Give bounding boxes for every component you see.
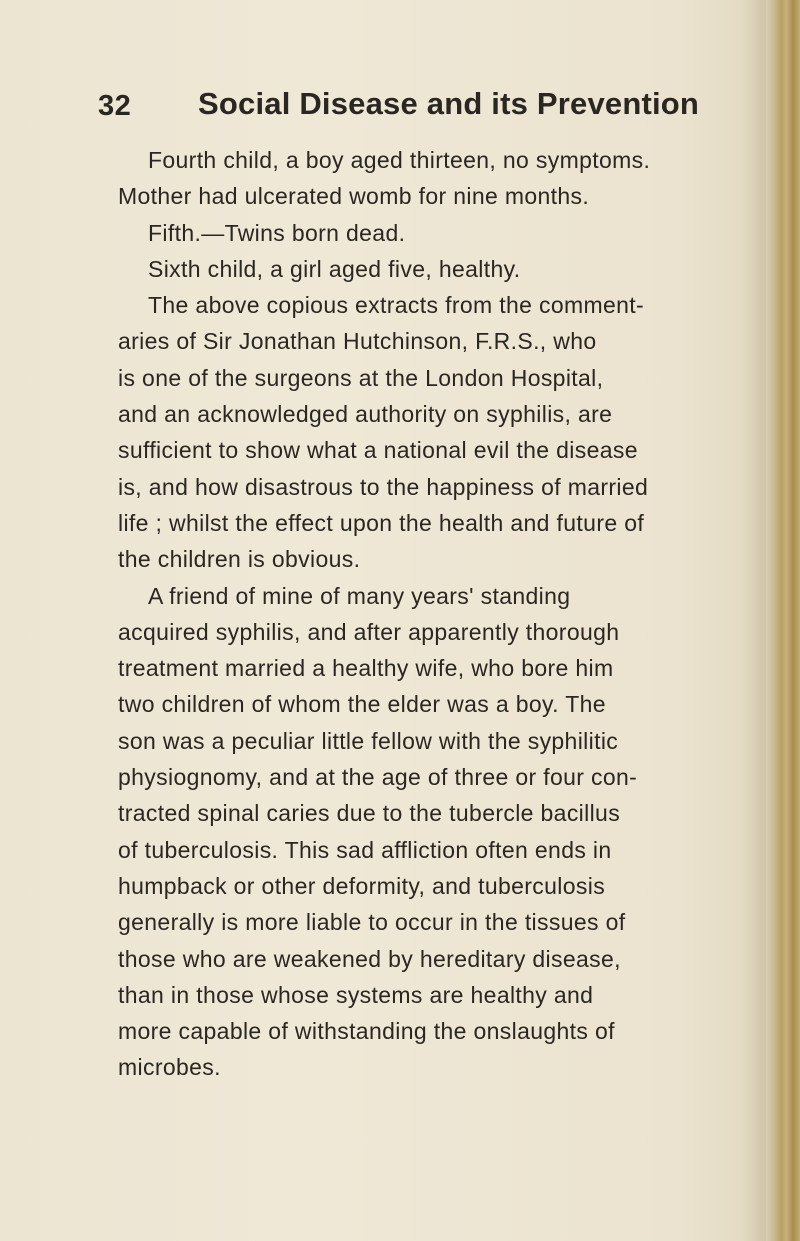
text-line: Sixth child, a girl aged five, healthy. xyxy=(148,255,521,282)
text-line: generally is more liable to occur in the tissues of xyxy=(118,909,626,936)
text-line: of tuberculosis. This sad affliction often ends in xyxy=(118,836,612,863)
text-line: acquired syphilis, and after apparently thorough xyxy=(118,618,620,645)
text-line: A friend of mine of many years' standing xyxy=(148,582,571,609)
book-binding-edge xyxy=(766,0,800,1241)
text-line: those who are weakened by hereditary disease, xyxy=(118,945,621,972)
text-line: and an acknowledged authority on syphilis, are xyxy=(118,401,613,428)
text-line: life ; whilst the effect upon the health and future of xyxy=(118,509,645,536)
text-line: tracted spinal caries due to the tubercle bacillus xyxy=(118,800,621,827)
text-line: son was a peculiar little fellow with the syphilitic xyxy=(118,727,619,754)
text-line: sufficient to show what a national evil the disease xyxy=(118,437,638,464)
text-line: the children is obvious. xyxy=(118,546,361,573)
text-line: more capable of withstanding the onslaughts of xyxy=(118,1018,615,1045)
text-line: is, and how disastrous to the happiness of married xyxy=(118,473,649,500)
text-line: physiognomy, and at the age of three or four con- xyxy=(118,764,638,791)
page-number: 32 xyxy=(98,90,132,122)
text-line: Fifth.—Twins born dead. xyxy=(148,219,406,246)
page-header xyxy=(90,78,710,128)
text-line: aries of Sir Jonathan Hutchinson, F.R.S., who xyxy=(118,328,597,355)
text-line: microbes. xyxy=(118,1054,221,1081)
text-line: than in those whose systems are healthy and xyxy=(118,981,594,1008)
body-text xyxy=(118,142,738,1086)
text-line: treatment married a healthy wife, who bore him xyxy=(118,655,614,682)
text-line: Fourth child, a boy aged thirteen, no symptoms. xyxy=(148,147,651,173)
text-line: Mother had ulcerated womb for nine months. xyxy=(118,183,590,210)
running-head: Social Disease and its Prevention xyxy=(198,86,700,121)
text-line: two children of whom the elder was a boy. The xyxy=(118,691,606,718)
text-line: is one of the surgeons at the London Hospital, xyxy=(118,364,604,391)
text-line: humpback or other deformity, and tuberculosis xyxy=(118,872,606,899)
text-line: The above copious extracts from the comment- xyxy=(148,292,645,319)
page-edge-shadow xyxy=(742,0,766,1241)
